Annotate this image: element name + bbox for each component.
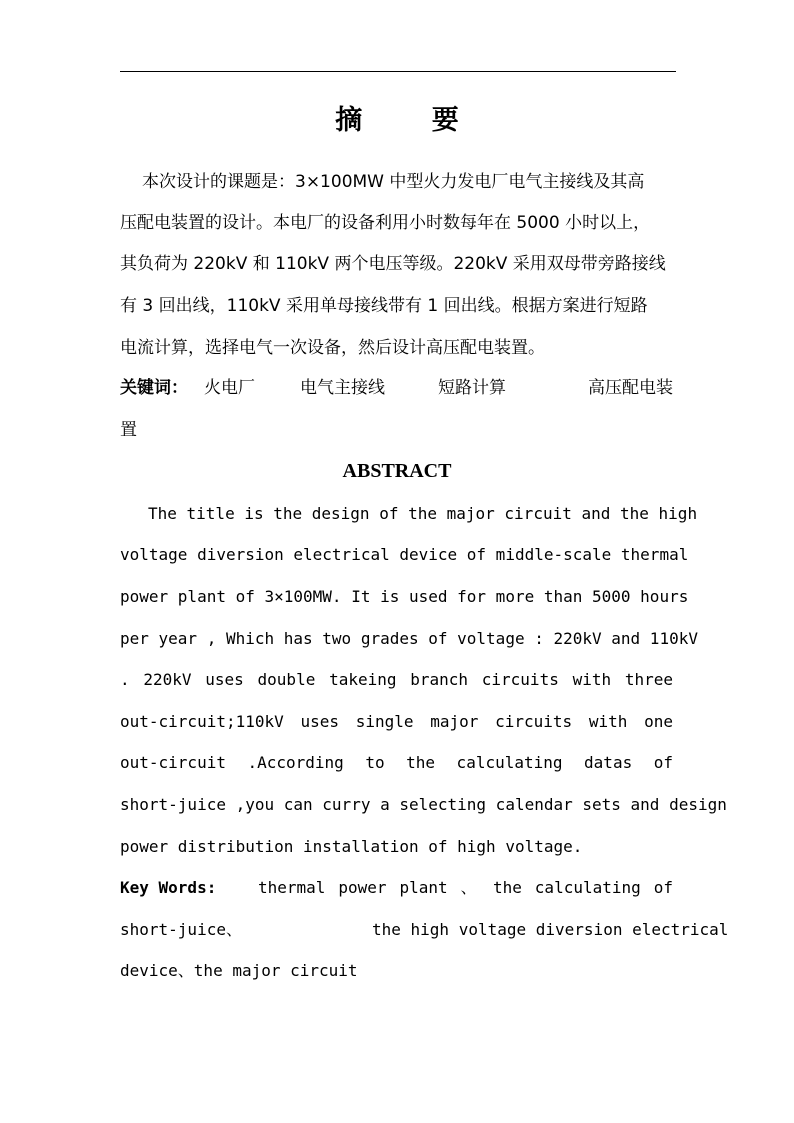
abstract-cn-line-4: 有 3 回出线，110kV 采用单母接线带有 1 回出线。根据方案进行短路	[120, 296, 648, 316]
abstract-cn-line-5: 电流计算，选择电气一次设备，然后设计高压配电装置。	[120, 338, 545, 358]
abstract-en-line-2: voltage diversion electrical device of middle-scale thermal	[120, 545, 689, 564]
abstract-en-line-9: power distribution installation of high voltage.	[120, 837, 583, 856]
abstract-en-line-6: out-circuit;110kV uses single major circuits with one	[120, 712, 673, 731]
abstract-en-line-7: out-circuit .According to the calculating datas of	[120, 753, 673, 772]
header-rule	[120, 71, 676, 72]
keywords-en-line-2a: short-juice、	[120, 920, 242, 939]
keywords-en-line-1: thermal power plant 、 the calculating of	[258, 878, 673, 897]
keywords-en-line-3: device、the major circuit	[120, 961, 358, 980]
abstract-en-line-1: The title is the design of the major circuit and the high	[148, 504, 698, 523]
abstract-cn-title: 摘 要	[335, 105, 489, 136]
keywords-cn-label: 关键词：	[120, 378, 188, 398]
keyword-cn-3: 短路计算	[438, 378, 506, 398]
keywords-en-label: Key Words:	[120, 878, 217, 897]
keyword-cn-4: 高压配电装	[588, 378, 673, 398]
keywords-en-line-2b: the high voltage diversion electrical	[372, 920, 729, 939]
abstract-cn-line-3: 其负荷为 220kV 和 110kV 两个电压等级。220kV 采用双母带旁路接线	[120, 254, 666, 274]
keyword-cn-1: 火电厂	[204, 378, 255, 398]
abstract-en-title: ABSTRACT	[342, 460, 452, 482]
abstract-cn-line-2: 压配电装置的设计。本电厂的设备利用小时数每年在 5000 小时以上，	[120, 213, 651, 233]
abstract-en-line-3: power plant of 3×100MW. It is used for more than 5000 hours	[120, 587, 689, 606]
abstract-en-line-8: short-juice ,you can curry a selecting calendar sets and design	[120, 795, 727, 814]
keyword-cn-2: 电气主接线	[300, 378, 385, 398]
abstract-cn-line-1: 本次设计的课题是：3×100MW 中型火力发电厂电气主接线及其高	[142, 172, 645, 192]
keywords-cn-row	[120, 378, 680, 400]
keywords-cn-wrap: 置	[120, 420, 137, 440]
abstract-en-line-4: per year , Which has two grades of voltage : 220kV and 110kV	[120, 629, 698, 648]
abstract-en-line-5: . 220kV uses double takeing branch circuits with three	[120, 670, 673, 689]
